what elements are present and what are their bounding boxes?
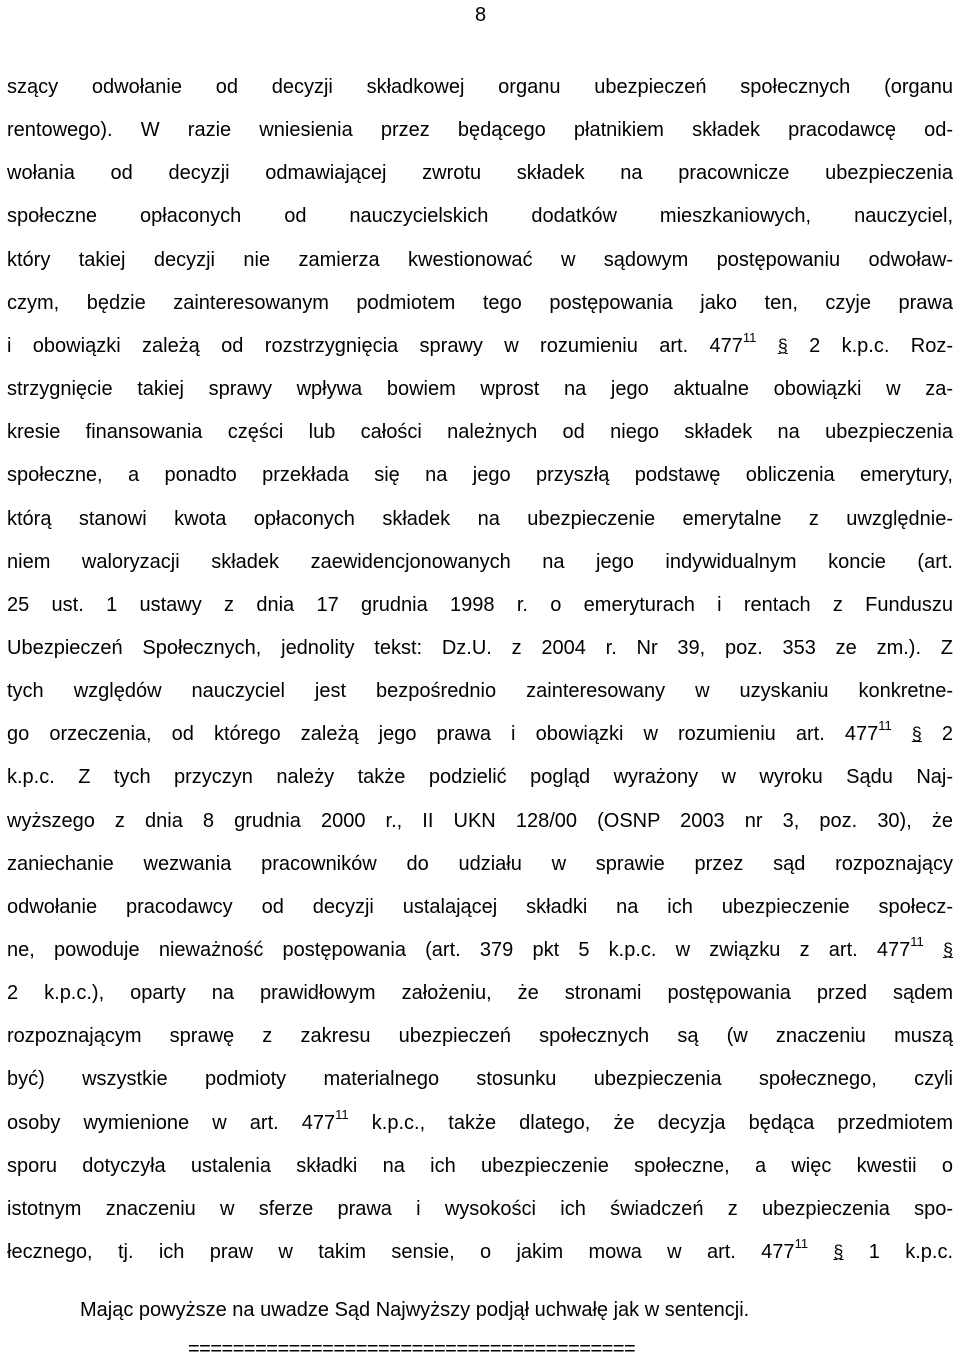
text-line: zaniechanie wezwania pracowników do udziału w sprawie przez sąd rozpoznający bbox=[7, 852, 953, 875]
text-segment: i obowiązki zależą od rozstrzygnięcia sprawy w rozumieniu art. 477 bbox=[7, 334, 743, 357]
text-line: czym, będzie zainteresowanym podmiotem tego postępowania jako ten, czyje prawa bbox=[7, 291, 953, 314]
text-segment: 2 bbox=[921, 723, 953, 746]
article-superscript: 11 bbox=[910, 934, 924, 949]
text-line: niem waloryzacji składek zaewidencjonowanych na jego indywidualnym koncie (art. bbox=[7, 550, 953, 573]
text-segment: 2 k.p.c. Roz- bbox=[787, 334, 954, 357]
text-line bbox=[7, 934, 953, 962]
text-segment: łecznego, tj. ich praw w takim sensie, o jakim mowa w art. 477 bbox=[7, 1241, 795, 1263]
text-segment: 1 k.p.c. bbox=[843, 1241, 954, 1263]
text-line bbox=[7, 718, 953, 746]
separator-line: ======================================== bbox=[188, 1338, 636, 1360]
text-line: 25 ust. 1 ustawy z dnia 17 grudnia 1998 r. o emeryturach i rentach z Funduszu bbox=[7, 593, 953, 616]
article-superscript: 11 bbox=[794, 1236, 809, 1251]
text-segment: osoby wymienione w art. 477 bbox=[7, 1111, 336, 1134]
paragraph-sign: § bbox=[911, 724, 922, 745]
text-segment: k.p.c., także dlatego, że decyzja będąca przedmiotem bbox=[348, 1111, 953, 1134]
closing-sentence: Mając powyższe na uwadze Sąd Najwyższy podjął uchwałę jak w sentencji. bbox=[80, 1299, 750, 1321]
text-line: 2 k.p.c.), oparty na prawidłowym założeniu, że stronami postępowania przed sądem bbox=[7, 982, 953, 1005]
text-line bbox=[7, 1236, 954, 1264]
text-line: rozpoznającym sprawę z zakresu ubezpieczeń społecznych są (w znaczeniu muszą bbox=[7, 1025, 953, 1048]
text-line: odwołanie pracodawcy od decyzji ustalającej składki na ich ubezpieczenie społecz- bbox=[7, 895, 953, 918]
text-line: strzygnięcie takiej sprawy wpływa bowiem wprost na jego aktualne obowiązki w za- bbox=[7, 378, 953, 401]
text-line: rentowego). W razie wniesienia przez będącego płatnikiem składek pracodawcę od- bbox=[7, 119, 953, 142]
text-line bbox=[7, 329, 954, 358]
text-line: którą stanowi kwota opłaconych składek na ubezpieczenie emerytalne z uwzględnie- bbox=[7, 507, 953, 530]
text-line: który takiej decyzji nie zamierza kwestionować w sądowym postępowaniu odwoław- bbox=[7, 248, 953, 271]
paragraph-sign: § bbox=[942, 940, 953, 960]
text-line: sporu dotyczyła ustalenia składki na ich ubezpieczenie społeczne, a więc kwestii o bbox=[7, 1154, 953, 1177]
page-number: 8 bbox=[475, 4, 487, 26]
text-segment: ne, powoduje nieważność postępowania (art. 379 pkt 5 k.p.c. w związku z art. 477 bbox=[7, 939, 911, 961]
text-line: społeczne, a ponadto przekłada się na jego przyszłą podstawę obliczenia emerytury, bbox=[7, 464, 953, 487]
text-line: k.p.c. Z tych przyczyn należy także podzielić pogląd wyrażony w wyroku Sądu Naj- bbox=[7, 766, 953, 789]
article-superscript: 11 bbox=[742, 329, 757, 345]
text-line: Ubezpieczeń Społecznych, jednolity tekst: Dz.U. z 2004 r. Nr 39, poz. 353 ze zm.). Z bbox=[7, 636, 953, 659]
text-line: społeczne opłaconych od nauczycielskich dodatków mieszkaniowych, nauczyciel, bbox=[7, 205, 953, 228]
text-line: wyższego z dnia 8 grudnia 2000 r., II UKN 128/00 (OSNP 2003 nr 3, poz. 30), że bbox=[7, 809, 953, 832]
paragraph-sign: § bbox=[777, 335, 788, 356]
text-line: istotnym znaczeniu w sferze prawa i wysokości ich świadczeń z ubezpieczenia spo- bbox=[7, 1197, 953, 1220]
article-superscript: 11 bbox=[335, 1106, 349, 1122]
text-line: wołania od decyzji odmawiającej zwrotu składek na pracownicze ubezpieczenia bbox=[7, 162, 953, 185]
text-line: szący odwołanie od decyzji składkowej organu ubezpieczeń społecznych (organu bbox=[7, 76, 953, 98]
text-line: kresie finansowania części lub całości należnych od niego składek na ubezpieczenia bbox=[7, 421, 953, 444]
text-line bbox=[7, 1106, 953, 1135]
article-superscript: 11 bbox=[878, 718, 892, 734]
text-line: tych względów nauczyciel jest bezpośrednio zainteresowany w uzyskaniu konkretne- bbox=[7, 680, 953, 703]
paragraph-sign: § bbox=[833, 1242, 844, 1262]
text-segment: go orzeczenia, od którego zależą jego prawa i obowiązki w rozumieniu art. 477 bbox=[7, 723, 879, 746]
text-line: być) wszystkie podmioty materialnego stosunku ubezpieczenia społecznego, czyli bbox=[7, 1068, 953, 1091]
